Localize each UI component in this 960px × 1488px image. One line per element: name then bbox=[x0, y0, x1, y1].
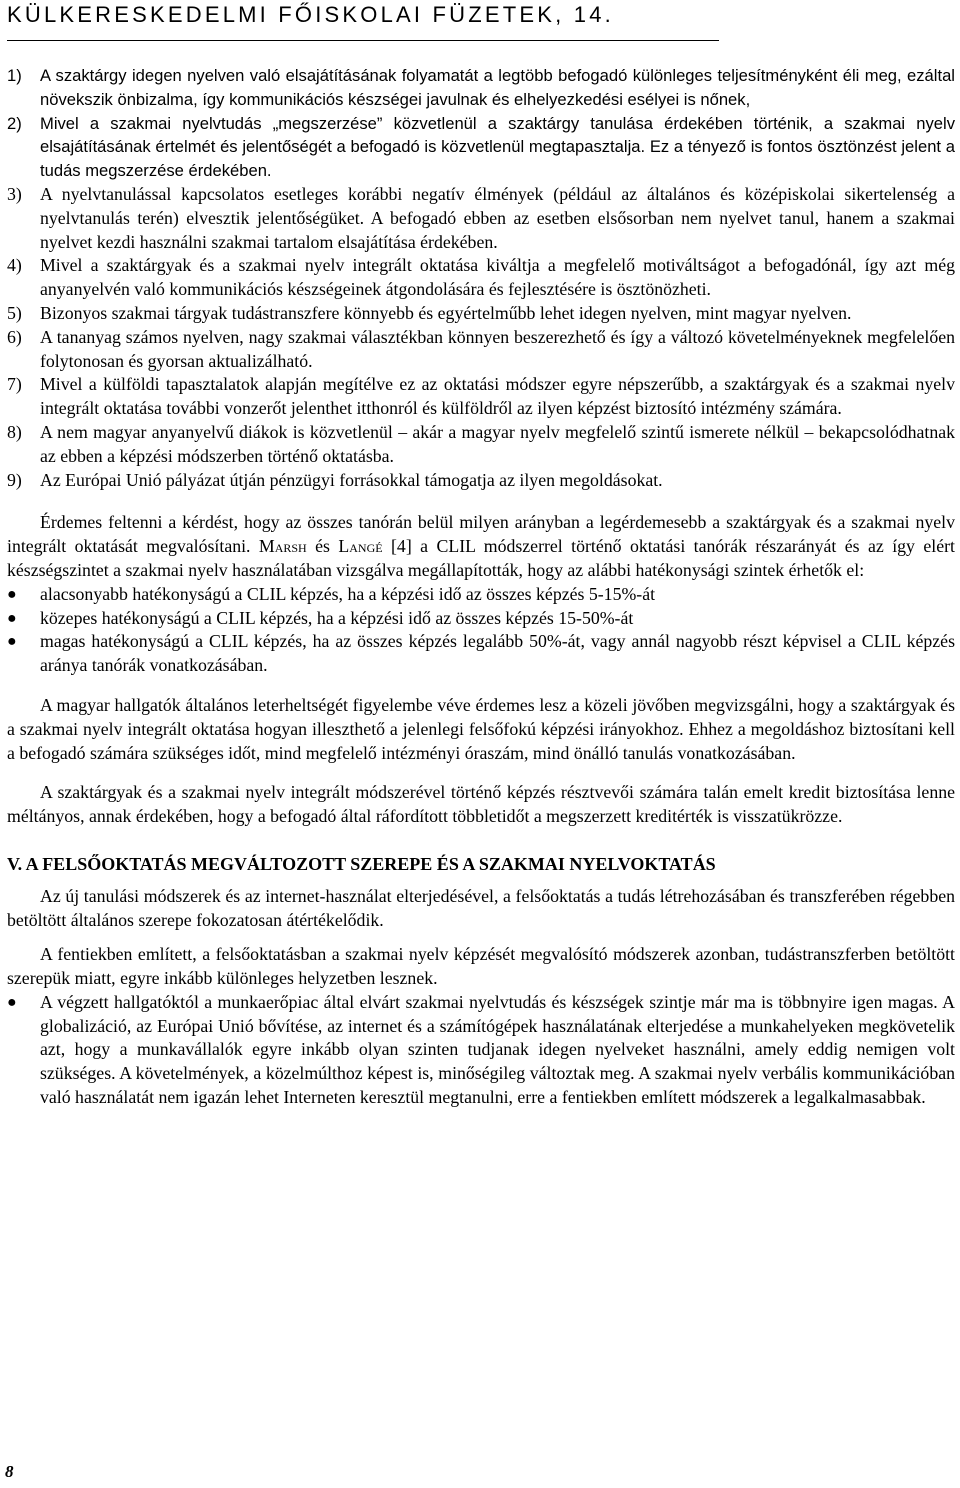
bullet-item bbox=[7, 607, 955, 631]
list-item-text: Mivel a szakmai nyelvtudás „megszerzése” közvetlenül a szaktárgy tanulása érdekében történik, a szakmai nyelv elsajátításának értelmét és jelentőségét a befogadó is közvetlenül megtapasztalja. Ez a tényező is fontos ösztönzést jelent a tudás megszerzése érdekében. bbox=[40, 113, 955, 181]
list-item bbox=[7, 326, 955, 374]
bullet-item bbox=[7, 630, 955, 678]
list-item-text: A tananyag számos nyelven, nagy szakmai választékban könnyen beszerezhető és így a változó követelményeknek megfelelően folytonosan és gyorsan aktualizálható. bbox=[40, 326, 955, 371]
author-name: Marsh bbox=[258, 536, 307, 557]
list-item-text: A szaktárgy idegen nyelven való elsajátításának folyamatát a legtöbb befogadó különleges teljesítményként éli meg, ezáltal növekszik önbizalma, így kommunikációs készségei javulnak és elhelyezkedési esélyei is nőnek, bbox=[40, 66, 955, 109]
final-bullet-list bbox=[7, 991, 955, 1110]
paragraph-text: [4] a CLIL módszerrel történő oktatási tanórák részarányát és az így elért készségszintet a szakmai nyelv használatában vizsgálva megállapították, hogy az alábbi hatékonysági szintek érhetők el: bbox=[7, 536, 955, 580]
list-item bbox=[7, 64, 955, 112]
bullet-item bbox=[7, 991, 955, 1110]
paragraph-text: és bbox=[315, 536, 330, 557]
header-rule bbox=[7, 40, 719, 41]
list-item-text: Mivel a külföldi tapasztalatok alapján megítélve ez az oktatási módszer egyre népszerűbb, a szaktárgyak és a szakmai nyelv integrált oktatása további vonzerőt jelenthet itthonról és külföldről az ilyen képzést biztosító intézmény számára. bbox=[40, 374, 955, 419]
paragraph-clil bbox=[7, 511, 955, 582]
paragraph-hungarian-students: A magyar hallgatók általános leterheltségét figyelembe véve érdemes lesz a közeli jövőben megvizsgálni, hogy a szaktárgyak és a szakmai nyelv integrált oktatása hogyan illeszthető a jelenlegi felsőfokú képzési irányokhoz. Ehhez a megoldáshoz biztosítani kell a befogadó számára szükséges időt, mind megfelelő intézményi óraszám, mind önálló tanulás vonatkozásában. bbox=[7, 694, 955, 763]
bullet-text: alacsonyabb hatékonyságú a CLIL képzés, ha a képzési idő az összes képzés 5-15%-át bbox=[40, 583, 656, 604]
bullet-icon: ● bbox=[7, 633, 17, 651]
bullet-text: közepes hatékonyságú a CLIL képzés, ha a képzési idő az összes képzés 15-50%-át bbox=[40, 607, 634, 628]
list-item bbox=[7, 421, 955, 469]
efficiency-bullet-list bbox=[7, 583, 955, 678]
bullet-icon: ● bbox=[7, 993, 17, 1011]
list-marker: 9) bbox=[7, 469, 22, 490]
list-marker: 5) bbox=[7, 302, 22, 323]
running-header: KÜLKERESKEDELMI FŐISKOLAI FÜZETEK, 14. bbox=[7, 2, 614, 27]
list-marker: 2) bbox=[7, 113, 22, 133]
list-item-text: A nem magyar anyanyelvű diákok is közvetlenül – akár a magyar nyelv megfelelő szintű ismerete nélkül – bekapcsolódhatnak az ebben a képzési módszerben történő oktatásba. bbox=[40, 421, 955, 466]
bullet-text: magas hatékonyságú a CLIL képzés, ha az összes képzés legalább 50%-át, vagy annál nagyobb részt képvisel a CLIL képzés aránya tanórák vonatkozásában. bbox=[40, 631, 955, 676]
bullet-icon: ● bbox=[7, 609, 17, 627]
list-item bbox=[7, 112, 955, 183]
list-item bbox=[7, 254, 955, 302]
list-marker: 1) bbox=[7, 66, 22, 85]
list-item-text: Bizonyos szakmai tárgyak tudástranszfere könnyebb és egyértelműbb lehet idegen nyelven, mint magyar nyelven. bbox=[40, 302, 852, 323]
list-item bbox=[7, 183, 955, 254]
paragraph-credit: A szaktárgyak és a szakmai nyelv integrált módszerével történő képzés résztvevői számára talán emelt kredit biztosítása lenne méltányos, annak érdekében, hogy a befogadó által ráfordított többletidőt a megszerzett kreditérték is visszatükrözze. bbox=[7, 782, 955, 827]
author-name: Langé bbox=[338, 536, 383, 557]
list-item bbox=[7, 469, 955, 493]
list-marker: 8) bbox=[7, 421, 22, 442]
list-item-text: A nyelvtanulással kapcsolatos esetleges korábbi negatív élmények (például az általános és középiskolai sikertelenség a nyelvtanulás terén) elvesztik jelentőségüket. A befogadó ebben az esetben elsősorban nem nyelvet tanul, hanem a szakmai nyelvet kezdi használni szakmai tartalom elsajátítása érdekében. bbox=[40, 183, 955, 252]
list-marker: 4) bbox=[7, 255, 22, 276]
list-marker: 7) bbox=[7, 374, 22, 395]
list-item bbox=[7, 302, 955, 326]
list-item-text: Mivel a szaktárgyak és a szakmai nyelv integrált oktatása kiváltja a megfelelő motiváltságot a befogadónál, így azt még anyanyelvén való kommunikációs készségeinek átgondolására és fejlesztésére is ösztönözheti. bbox=[40, 255, 955, 300]
list-item bbox=[7, 373, 955, 421]
paragraph-text: Érdemes feltenni a kérdést, hogy az összes tanórán belül milyen arányban a legérdemesebb a szaktárgyak és a szakmai nyelv integrált oktatását megvalósítani. bbox=[7, 512, 955, 557]
paragraph-mentioned: A fentiekben említett, a felsőoktatásban a szakmai nyelv képzését megvalósító módszerek azonban, tudástranszferben betöltött szerepük miatt, egyre inkább különleges helyzetben lesznek. bbox=[7, 944, 955, 989]
page-content bbox=[7, 64, 955, 1110]
list-item-text: Az Európai Unió pályázat útján pénzügyi forrásokkal támogatja az ilyen megoldásokat. bbox=[40, 469, 663, 490]
numbered-list bbox=[7, 64, 955, 492]
bullet-item bbox=[7, 583, 955, 607]
list-marker: 3) bbox=[7, 183, 22, 204]
list-marker: 6) bbox=[7, 326, 22, 347]
bullet-icon: ● bbox=[7, 585, 17, 603]
page-number: 8 bbox=[5, 1462, 14, 1481]
bullet-text: A végzett hallgatóktól a munkaerőpiac által elvárt szakmai nyelvtudás és készségek szintje már ma is többnyire igen magas. A globalizáció, az Európai Unió bővítése, az internet és a számítógépek használatának elterjedése a munkahelyeken megkövetelik azt, hogy a munkavállalók egyre inkább olyan szinten tudjanak idegen nyelveket használni, amely eddig nemigen volt szükséges. A követelmények, a közelmúlthoz képest is, minőségileg változtak meg. A szakmai nyelv verbális kommunikációban való használatát nem igazán lehet Interneten keresztül megtanulni, erre a fentiekben említett módszerek a legalkalmasabbak. bbox=[40, 991, 955, 1108]
section-heading: V. A FELSŐOKTATÁS MEGVÁLTOZOTT SZEREPE ÉS A SZAKMAI NYELVOKTATÁS bbox=[7, 853, 716, 874]
paragraph-internet: Az új tanulási módszerek és az internet-használat elterjedésével, a felsőoktatás a tudás létrehozásában és transzferében régebben betöltött általános szerepe fokozatosan átértékelődik. bbox=[7, 885, 955, 930]
